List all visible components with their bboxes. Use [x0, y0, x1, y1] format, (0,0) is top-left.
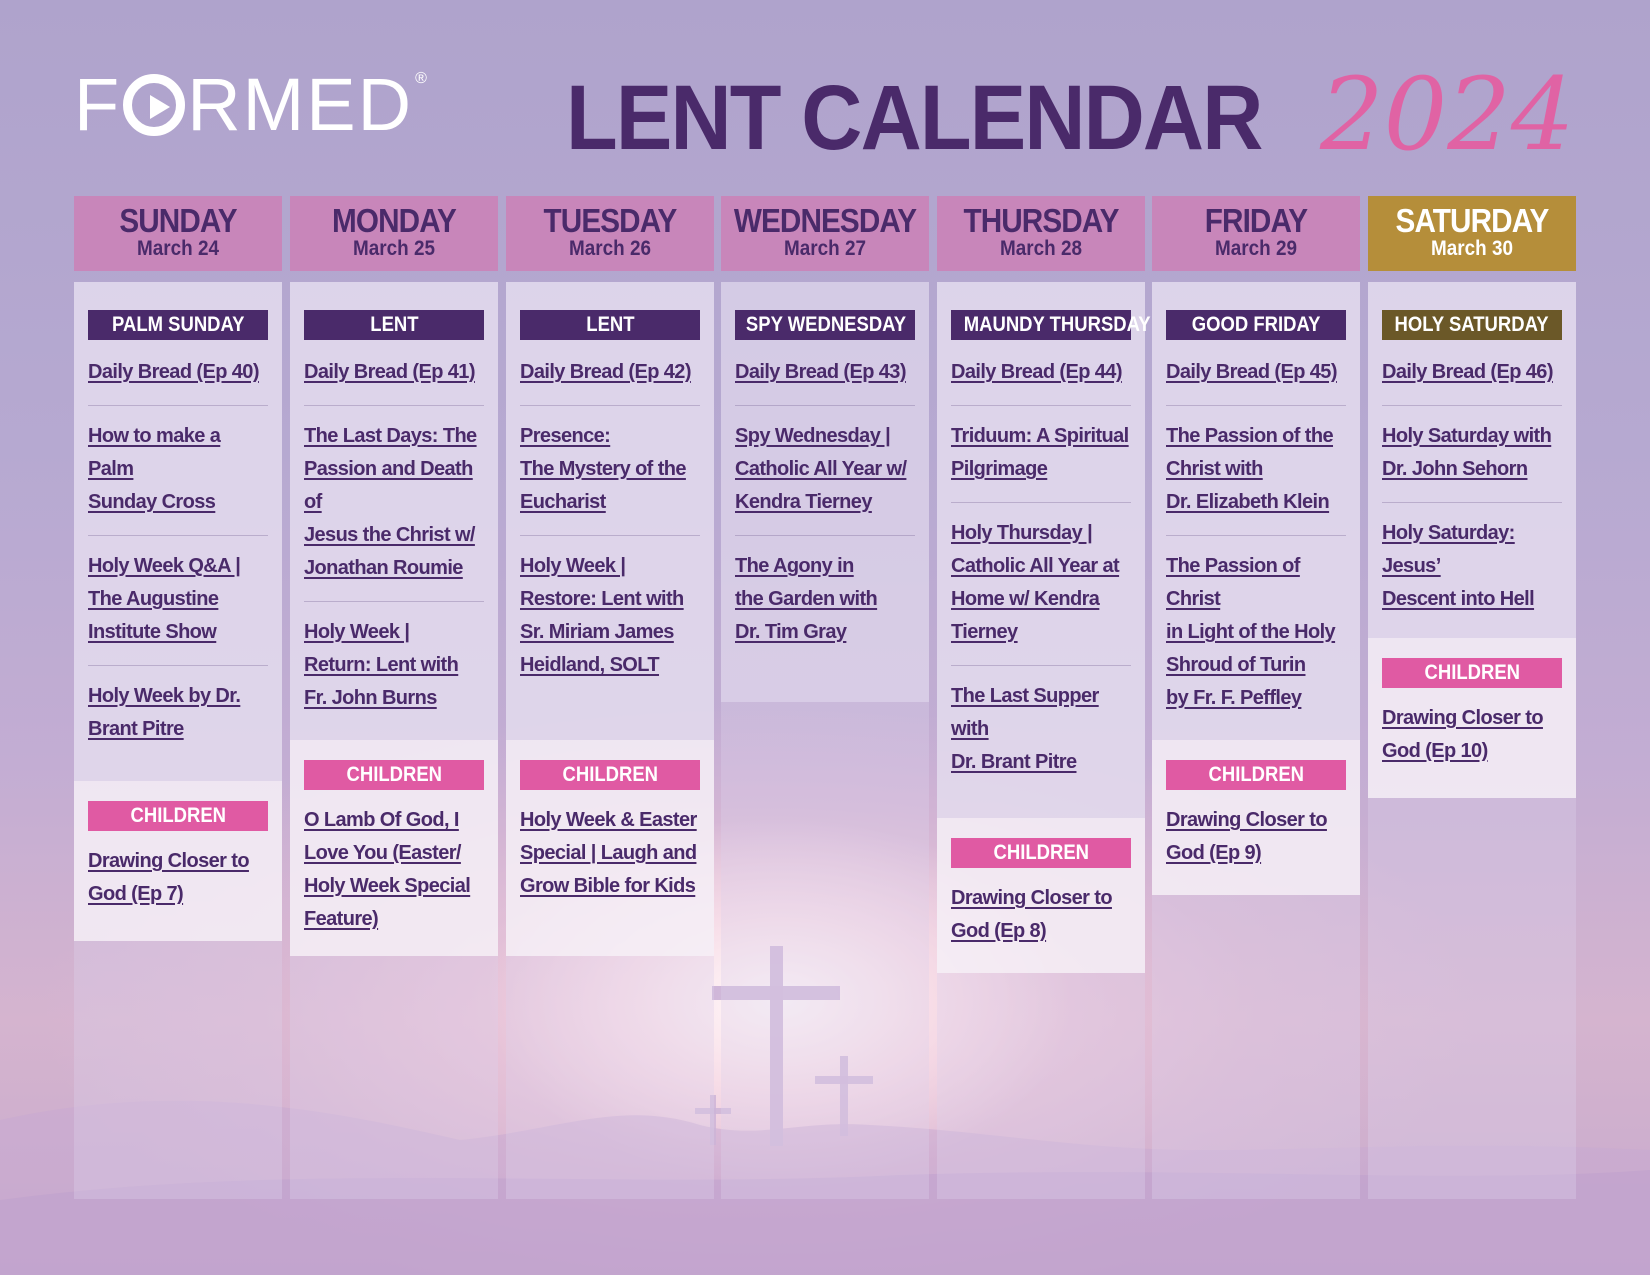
video-link[interactable]: Holy Saturday with Dr. John Sehorn [1382, 425, 1552, 480]
column-wednesday [721, 196, 929, 643]
main-section [1152, 282, 1360, 740]
logo-text-rmed: RMED [187, 62, 414, 146]
column-tuesday [506, 196, 714, 897]
children-tag: CHILDREN [1382, 658, 1562, 688]
day-name: TUESDAY [543, 202, 677, 239]
video-link[interactable]: How to make a Palm Sunday Cross [88, 425, 221, 513]
main-section [721, 282, 929, 702]
video-link[interactable]: Holy Week by Dr. Brant Pitre [88, 685, 241, 740]
column-monday [290, 196, 498, 930]
children-link[interactable]: Drawing Closer to God (Ep 10) [1382, 707, 1543, 762]
day-name: FRIDAY [1204, 202, 1308, 239]
video-link[interactable]: Triduum: A Spiritual Pilgrimage [951, 425, 1129, 480]
column-saturday [1368, 196, 1576, 762]
day-header-wednesday [721, 196, 929, 271]
episode-link[interactable]: Daily Bread (Ep 40) [88, 361, 259, 383]
children-section [1368, 638, 1576, 798]
day-date: March 29 [1215, 237, 1297, 260]
year-label: 2024 [1320, 56, 1575, 173]
video-link[interactable]: Holy Week | Restore: Lent with Sr. Miriam James Heidland, SOLT [520, 555, 684, 676]
page-title: LENT CALENDAR [566, 67, 1262, 169]
day-tag: GOOD FRIDAY [1166, 310, 1346, 340]
day-date: March 30 [1431, 237, 1513, 260]
day-date: March 26 [569, 237, 651, 260]
children-section [506, 740, 714, 956]
video-link[interactable]: The Passion of Christ in Light of the Holy Shroud of Turin by Fr. F. Peffley [1166, 555, 1336, 709]
day-header-sunday [74, 196, 282, 271]
episode-link[interactable]: Daily Bread (Ep 43) [735, 361, 906, 383]
children-link[interactable]: Drawing Closer to God (Ep 8) [951, 887, 1112, 942]
children-tag: CHILDREN [951, 838, 1131, 868]
day-tag: PALM SUNDAY [88, 310, 268, 340]
children-link[interactable]: Drawing Closer to God (Ep 7) [88, 850, 249, 905]
main-section [1368, 282, 1576, 638]
main-section [74, 282, 282, 781]
video-link[interactable]: Holy Thursday | Catholic All Year at Home w/ Kendra Tierney [951, 522, 1120, 643]
video-link[interactable]: Holy Week Q&A | The Augustine Institute Show [88, 555, 241, 643]
day-tag: HOLY SATURDAY [1382, 310, 1562, 340]
video-link[interactable]: Holy Saturday: Jesus’ Descent into Hell [1382, 522, 1535, 610]
day-tag: MAUNDY THURSDAY [951, 310, 1131, 340]
day-name: THURSDAY [963, 202, 1119, 239]
video-link[interactable]: The Passion of the Christ with Dr. Elizabeth Klein [1166, 425, 1334, 513]
children-tag: CHILDREN [1166, 760, 1346, 790]
episode-link[interactable]: Daily Bread (Ep 44) [951, 361, 1122, 383]
column-thursday [937, 196, 1151, 942]
column-sunday [74, 196, 282, 905]
children-tag: CHILDREN [304, 760, 484, 790]
day-name: WEDNESDAY [733, 202, 917, 239]
video-link[interactable]: The Last Supper with Dr. Brant Pitre [951, 685, 1099, 773]
formed-logo [74, 64, 429, 144]
episode-link[interactable]: Daily Bread (Ep 45) [1166, 361, 1337, 383]
children-section [290, 740, 498, 956]
children-tag: CHILDREN [520, 760, 700, 790]
day-date: March 27 [784, 237, 866, 260]
children-section [74, 781, 282, 941]
day-name: MONDAY [332, 202, 456, 239]
children-tag: CHILDREN [88, 801, 268, 831]
episode-link[interactable]: Daily Bread (Ep 41) [304, 361, 475, 383]
day-tag: SPY WEDNESDAY [735, 310, 915, 340]
logo-text-f: F [74, 62, 122, 146]
day-header-thursday [937, 196, 1145, 271]
main-section [290, 282, 498, 740]
children-link[interactable]: O Lamb Of God, I Love You (Easter/ Holy Week Special Feature) [304, 809, 471, 930]
main-section [506, 282, 714, 740]
main-section [937, 282, 1151, 818]
day-date: March 28 [1000, 237, 1082, 260]
column-friday [1152, 196, 1360, 864]
episode-link[interactable]: Daily Bread (Ep 42) [520, 361, 691, 383]
day-header-tuesday [506, 196, 714, 271]
day-header-friday [1152, 196, 1360, 271]
video-link[interactable]: Spy Wednesday | Catholic All Year w/ Kendra Tierney [735, 425, 907, 513]
video-link[interactable]: Presence: The Mystery of the Eucharist [520, 425, 686, 513]
day-header-saturday [1368, 196, 1576, 271]
registered-mark: ® [415, 70, 429, 87]
episode-link[interactable]: Daily Bread (Ep 46) [1382, 361, 1553, 383]
day-name: SUNDAY [119, 202, 237, 239]
day-date: March 24 [137, 237, 219, 260]
video-link[interactable]: Holy Week | Return: Lent with Fr. John Burns [304, 621, 459, 709]
play-circle-icon [123, 74, 185, 136]
children-section [937, 818, 1145, 973]
children-link[interactable]: Drawing Closer to God (Ep 9) [1166, 809, 1327, 864]
children-link[interactable]: Holy Week & Easter Special | Laugh and Grow Bible for Kids [520, 809, 697, 897]
day-header-monday [290, 196, 498, 271]
day-tag: LENT [520, 310, 700, 340]
day-tag: LENT [304, 310, 484, 340]
video-link[interactable]: The Agony in the Garden with Dr. Tim Gray [735, 555, 878, 643]
day-date: March 25 [353, 237, 435, 260]
day-name: SATURDAY [1395, 202, 1549, 239]
video-link[interactable]: The Last Days: The Passion and Death of Jesus the Christ w/ Jonathan Roumie [304, 425, 477, 579]
children-section [1152, 740, 1360, 895]
